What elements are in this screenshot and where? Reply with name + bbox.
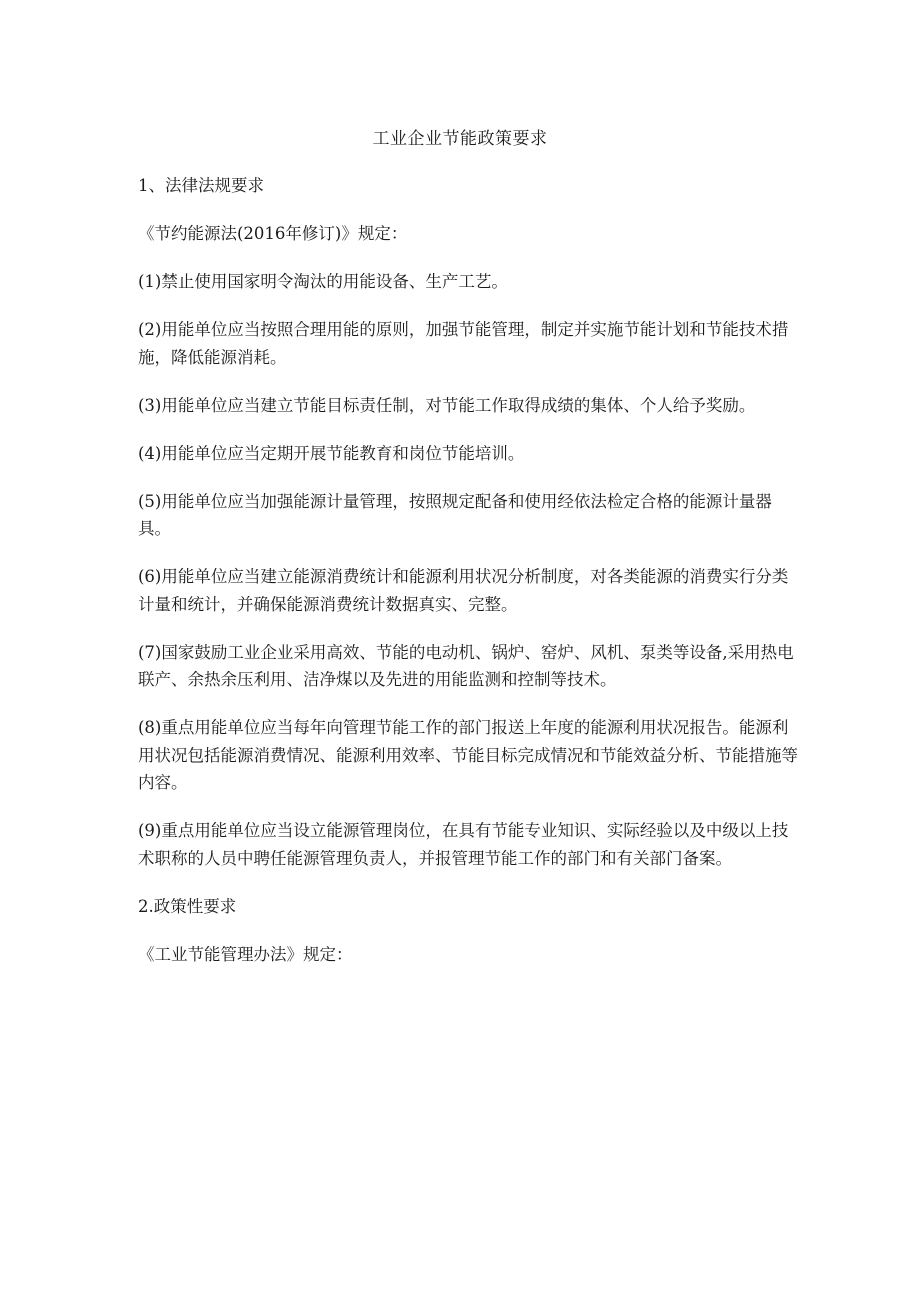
clause-6: (6)用能单位应当建立能源消费统计和能源利用状况分析制度，对各类能源的消费实行分类计量和统计，并确保能源消费统计数据真实、完整。 [138,567,789,614]
document-title: 工业企业节能政策要求 [372,129,548,149]
clause-8: (8)重点用能单位应当每年向管理节能工作的部门报送上年度的能源利用状况报告。能源利用状况包括能源消费情况、能源利用效率、节能目标完成情况和节能效益分析、节能措施等内容。 [138,718,798,792]
section-heading-1: 1、法律法规要求 [138,176,264,195]
law-reference: 《节约能源法(2016年修订)》规定： [138,224,408,243]
clause-3: (3)用能单位应当建立节能目标责任制，对节能工作取得成绩的集体、个人给予奖励。 [138,395,756,415]
clause-5: (5)用能单位应当加强能源计量管理，按照规定配备和使用经依法检定合格的能源计量器具。 [138,491,772,538]
clause-2: (2)用能单位应当按照合理用能的原则，加强节能管理，制定并实施节能计划和节能技术措施，降低能源消耗。 [138,320,789,367]
clause-9: (9)重点用能单位应当设立能源管理岗位，在具有节能专业知识、实际经验以及中级以上技术职称的人员中聘任能源管理负责人，并报管理节能工作的部门和有关部门备案。 [138,821,789,868]
clause-4: (4)用能单位应当定期开展节能教育和岗位节能培训。 [138,443,525,463]
regulation-reference: 《工业节能管理办法》规定： [138,944,353,964]
document-body [138,172,798,989]
clause-7: (7)国家鼓励工业企业采用高效、节能的电动机、锅炉、窑炉、风机、泵类等设备,采用热电联产、余热余压利用、洁净煤以及先进的用能监测和控制等技术。 [138,642,794,689]
clause-1: (1)禁止使用国家明令淘汰的用能设备、生产工艺。 [138,272,508,291]
section-heading-2: 2.政策性要求 [138,896,237,916]
